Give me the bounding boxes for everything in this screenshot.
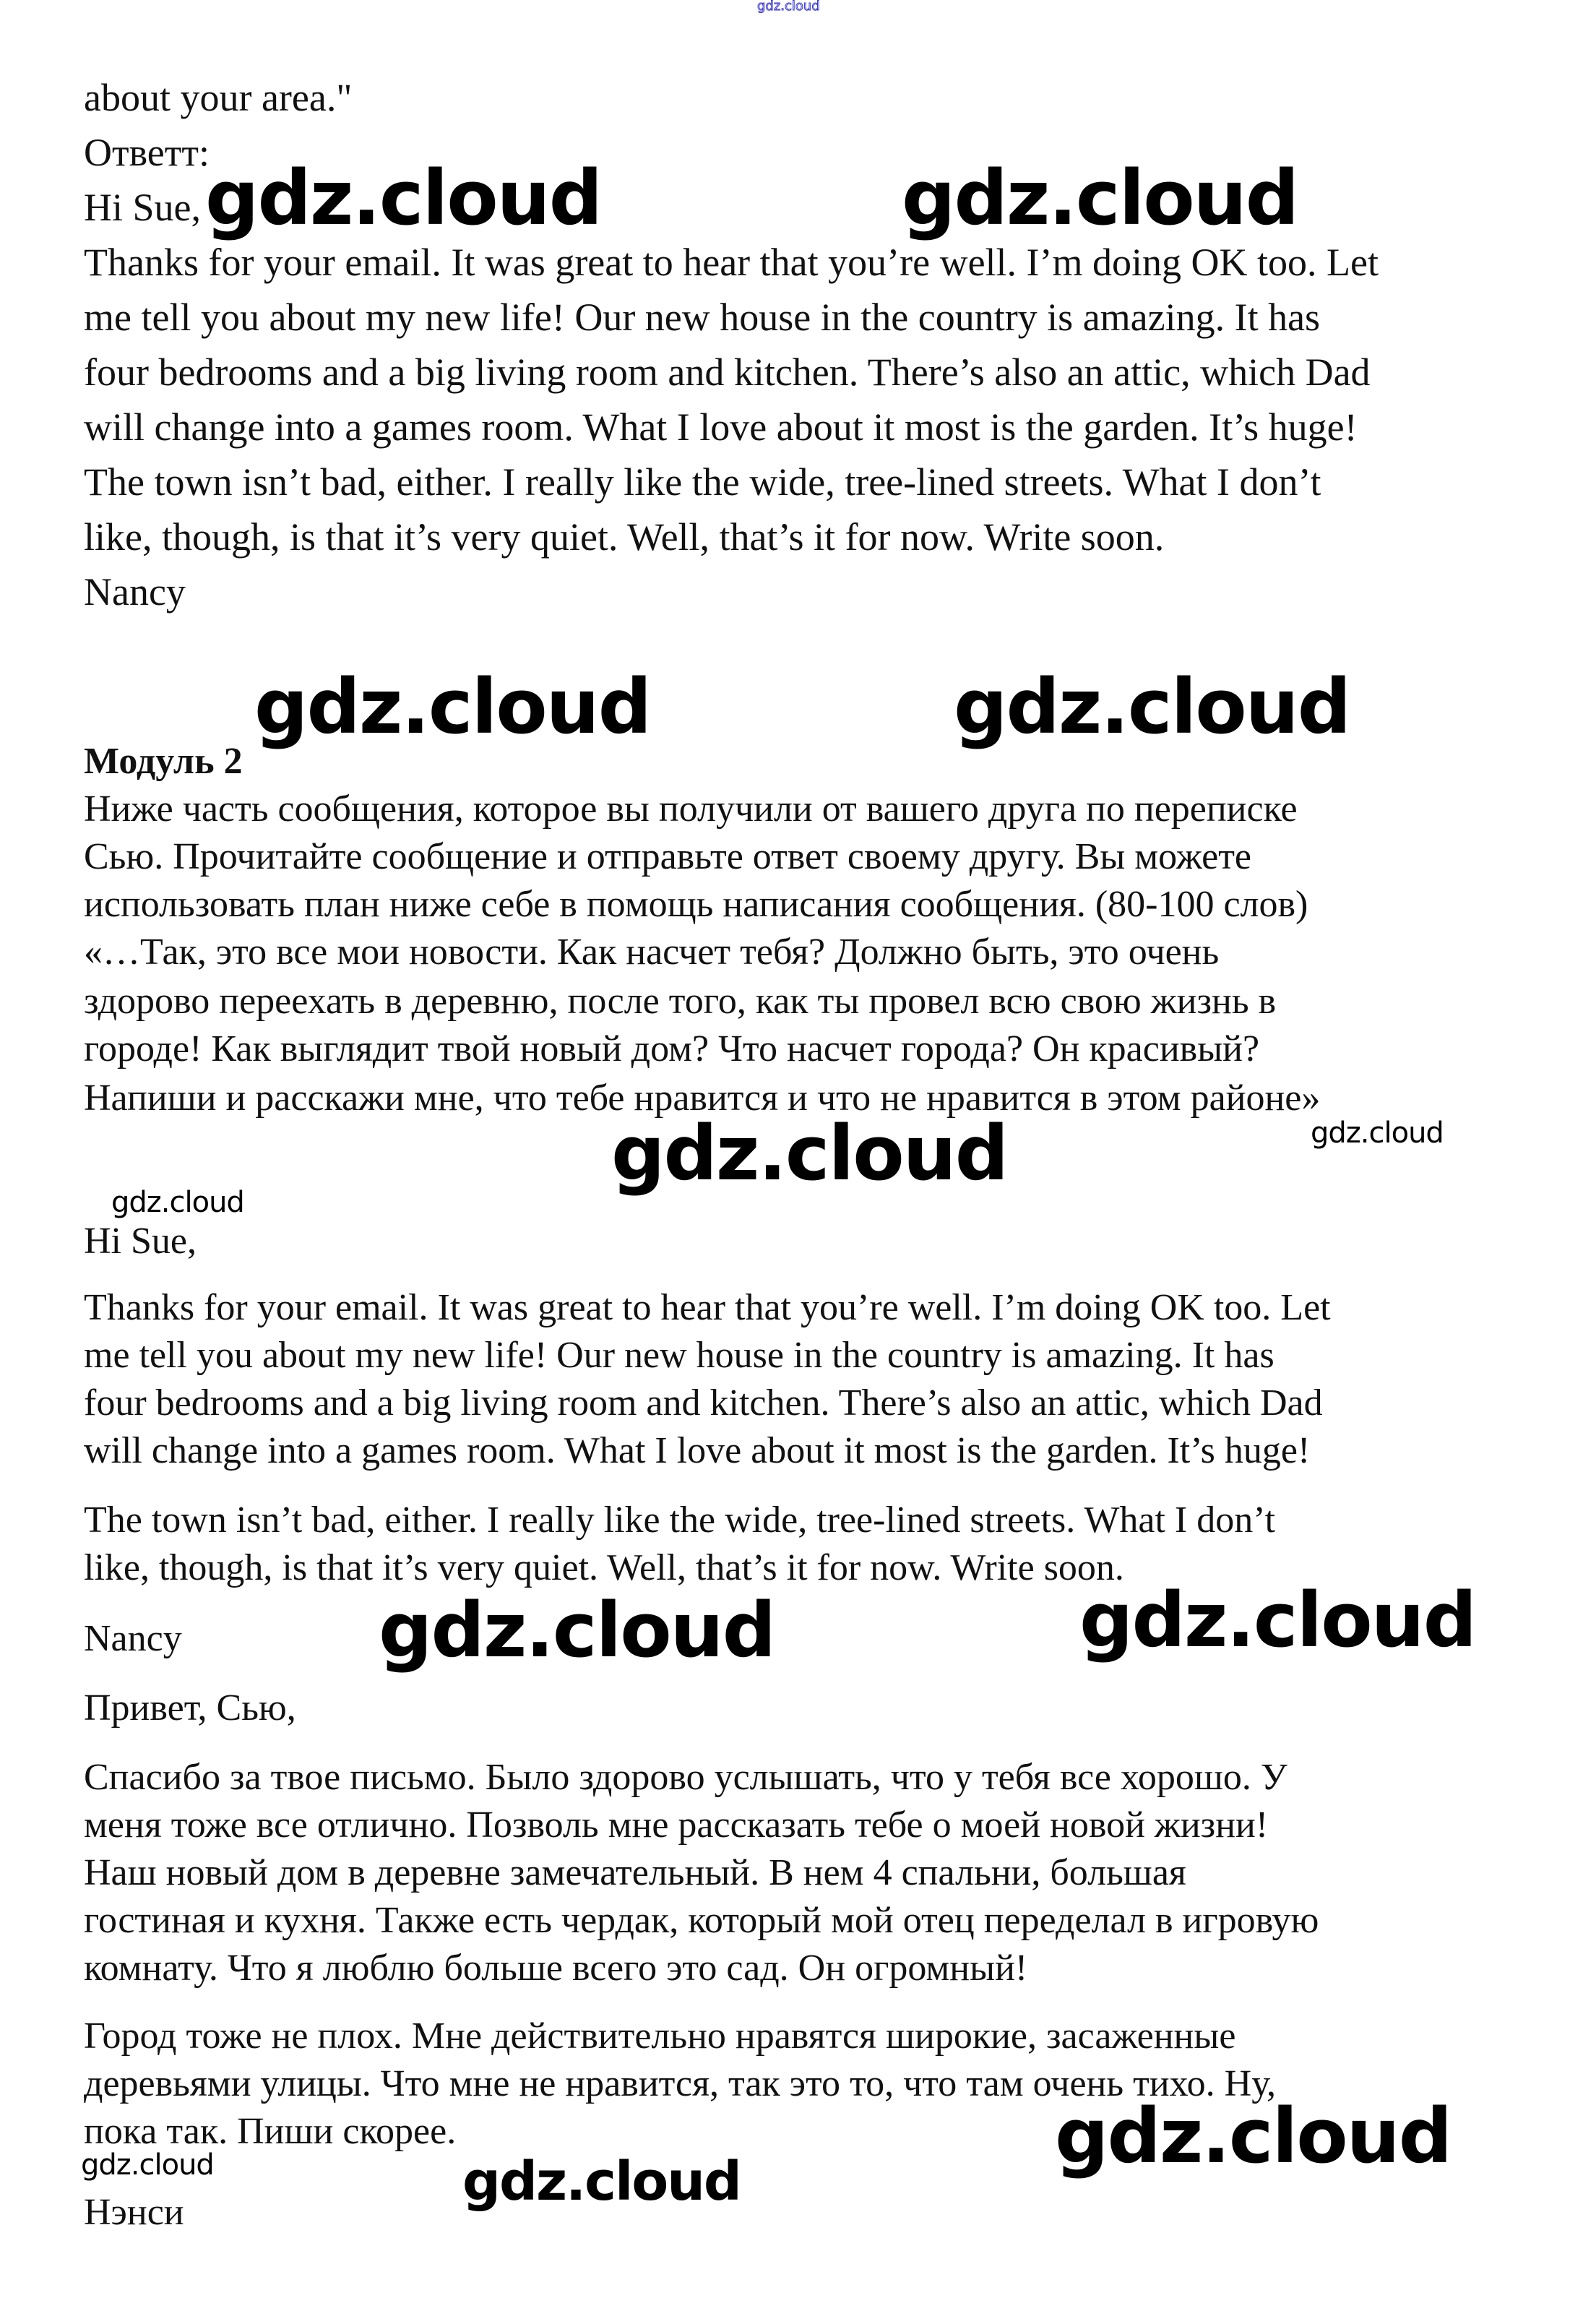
greeting: Hi Sue,: [84, 186, 201, 229]
english-greeting: Hi Sue,: [84, 1221, 197, 1262]
russian-line: комнату. Что я люблю больше всего это сад. Он огромный!: [84, 1948, 1028, 1989]
english-line: Thanks for your email. It was great to hear that you’re well. I’m doing OK too. Let: [84, 1287, 1331, 1328]
watermark: gdz.cloud: [902, 154, 1298, 242]
task-line: Сью. Прочитайте сообщение и отправьте ответ своему другу. Вы можете: [84, 836, 1252, 877]
watermark: gdz.cloud: [954, 663, 1350, 751]
intro-tail: about your area.": [84, 76, 353, 119]
task-line: использовать план ниже себе в помощь написания сообщения. (80-100 слов): [84, 884, 1308, 925]
russian-line: деревьями улицы. Что мне не нравится, так это то, что там очень тихо. Ну,: [84, 2063, 1276, 2104]
task-line: Ниже часть сообщения, которое вы получили от вашего друга по переписке: [84, 788, 1298, 830]
english-line: will change into a games room. What I love about it most is the garden. It’s huge!: [84, 1430, 1311, 1471]
watermark: gdz.cloud: [254, 663, 651, 751]
english-signature: Nancy: [84, 1618, 182, 1659]
section-heading: Модуль 2: [84, 741, 243, 782]
task-line: городе! Как выглядит твой новый дом? Что насчет города? Он красивый?: [84, 1028, 1260, 1070]
header-watermark: gdz.cloud: [757, 0, 820, 14]
watermark: gdz.cloud: [205, 154, 602, 242]
watermark: gdz.cloud: [81, 2148, 214, 2182]
english-line: four bedrooms and a big living room and kitchen. There’s also an attic, which Dad: [84, 1382, 1323, 1424]
russian-greeting: Привет, Сью,: [84, 1687, 296, 1729]
watermark: gdz.cloud: [1311, 1116, 1444, 1150]
russian-line: пока так. Пиши скорее.: [84, 2111, 457, 2152]
watermark: gdz.cloud: [111, 1186, 244, 1219]
russian-line: меня тоже все отлично. Позволь мне рассказать тебе о моей новой жизни!: [84, 1804, 1269, 1846]
watermark: gdz.cloud: [1079, 1576, 1476, 1664]
english-line: like, though, is that it’s very quiet. Well, that’s it for now. Write soon.: [84, 1547, 1124, 1588]
russian-line: Наш новый дом в деревне замечательный. В нем 4 спальни, большая: [84, 1852, 1186, 1893]
body-line: like, though, is that it’s very quiet. Well, that’s it for now. Write soon.: [84, 515, 1165, 559]
body-line: will change into a games room. What I love about it most is the garden. It’s huge!: [84, 405, 1358, 449]
watermark: gdz.cloud: [379, 1586, 775, 1674]
russian-signature: Нэнси: [84, 2192, 184, 2233]
signature: Nancy: [84, 570, 186, 614]
russian-line: Город тоже не плох. Мне действительно нравятся широкие, засаженные: [84, 2015, 1236, 2057]
body-line: four bedrooms and a big living room and kitchen. There’s also an attic, which Dad: [84, 350, 1371, 394]
body-line: The town isn’t bad, either. I really like the wide, tree-lined streets. What I don’t: [84, 460, 1321, 504]
watermark: gdz.cloud: [462, 2151, 741, 2213]
task-line: «…Так, это все мои новости. Как насчет тебя? Должно быть, это очень: [84, 931, 1220, 973]
watermark: gdz.cloud: [611, 1109, 1008, 1197]
task-line: здорово переехать в деревню, после того, как ты провел всю свою жизнь в: [84, 981, 1277, 1022]
english-line: me tell you about my new life! Our new house in the country is amazing. It has: [84, 1335, 1274, 1376]
russian-line: Спасибо за твое письмо. Было здорово услышать, что у тебя все хорошо. У: [84, 1757, 1287, 1798]
watermark: gdz.cloud: [1055, 2092, 1452, 2180]
body-line: me tell you about my new life! Our new house in the country is amazing. It has: [84, 296, 1321, 339]
answer-label: Ответт:: [84, 131, 210, 174]
russian-line: гостиная и кухня. Также есть чердак, который мой отец переделал в игровую: [84, 1900, 1319, 1941]
body-line: Thanks for your email. It was great to hear that you’re well. I’m doing OK too. Let: [84, 241, 1379, 284]
task-line: Напиши и расскажи мне, что тебе нравится и что не нравится в этом районе»: [84, 1077, 1321, 1119]
english-line: The town isn’t bad, either. I really like the wide, tree-lined streets. What I don’t: [84, 1499, 1276, 1541]
